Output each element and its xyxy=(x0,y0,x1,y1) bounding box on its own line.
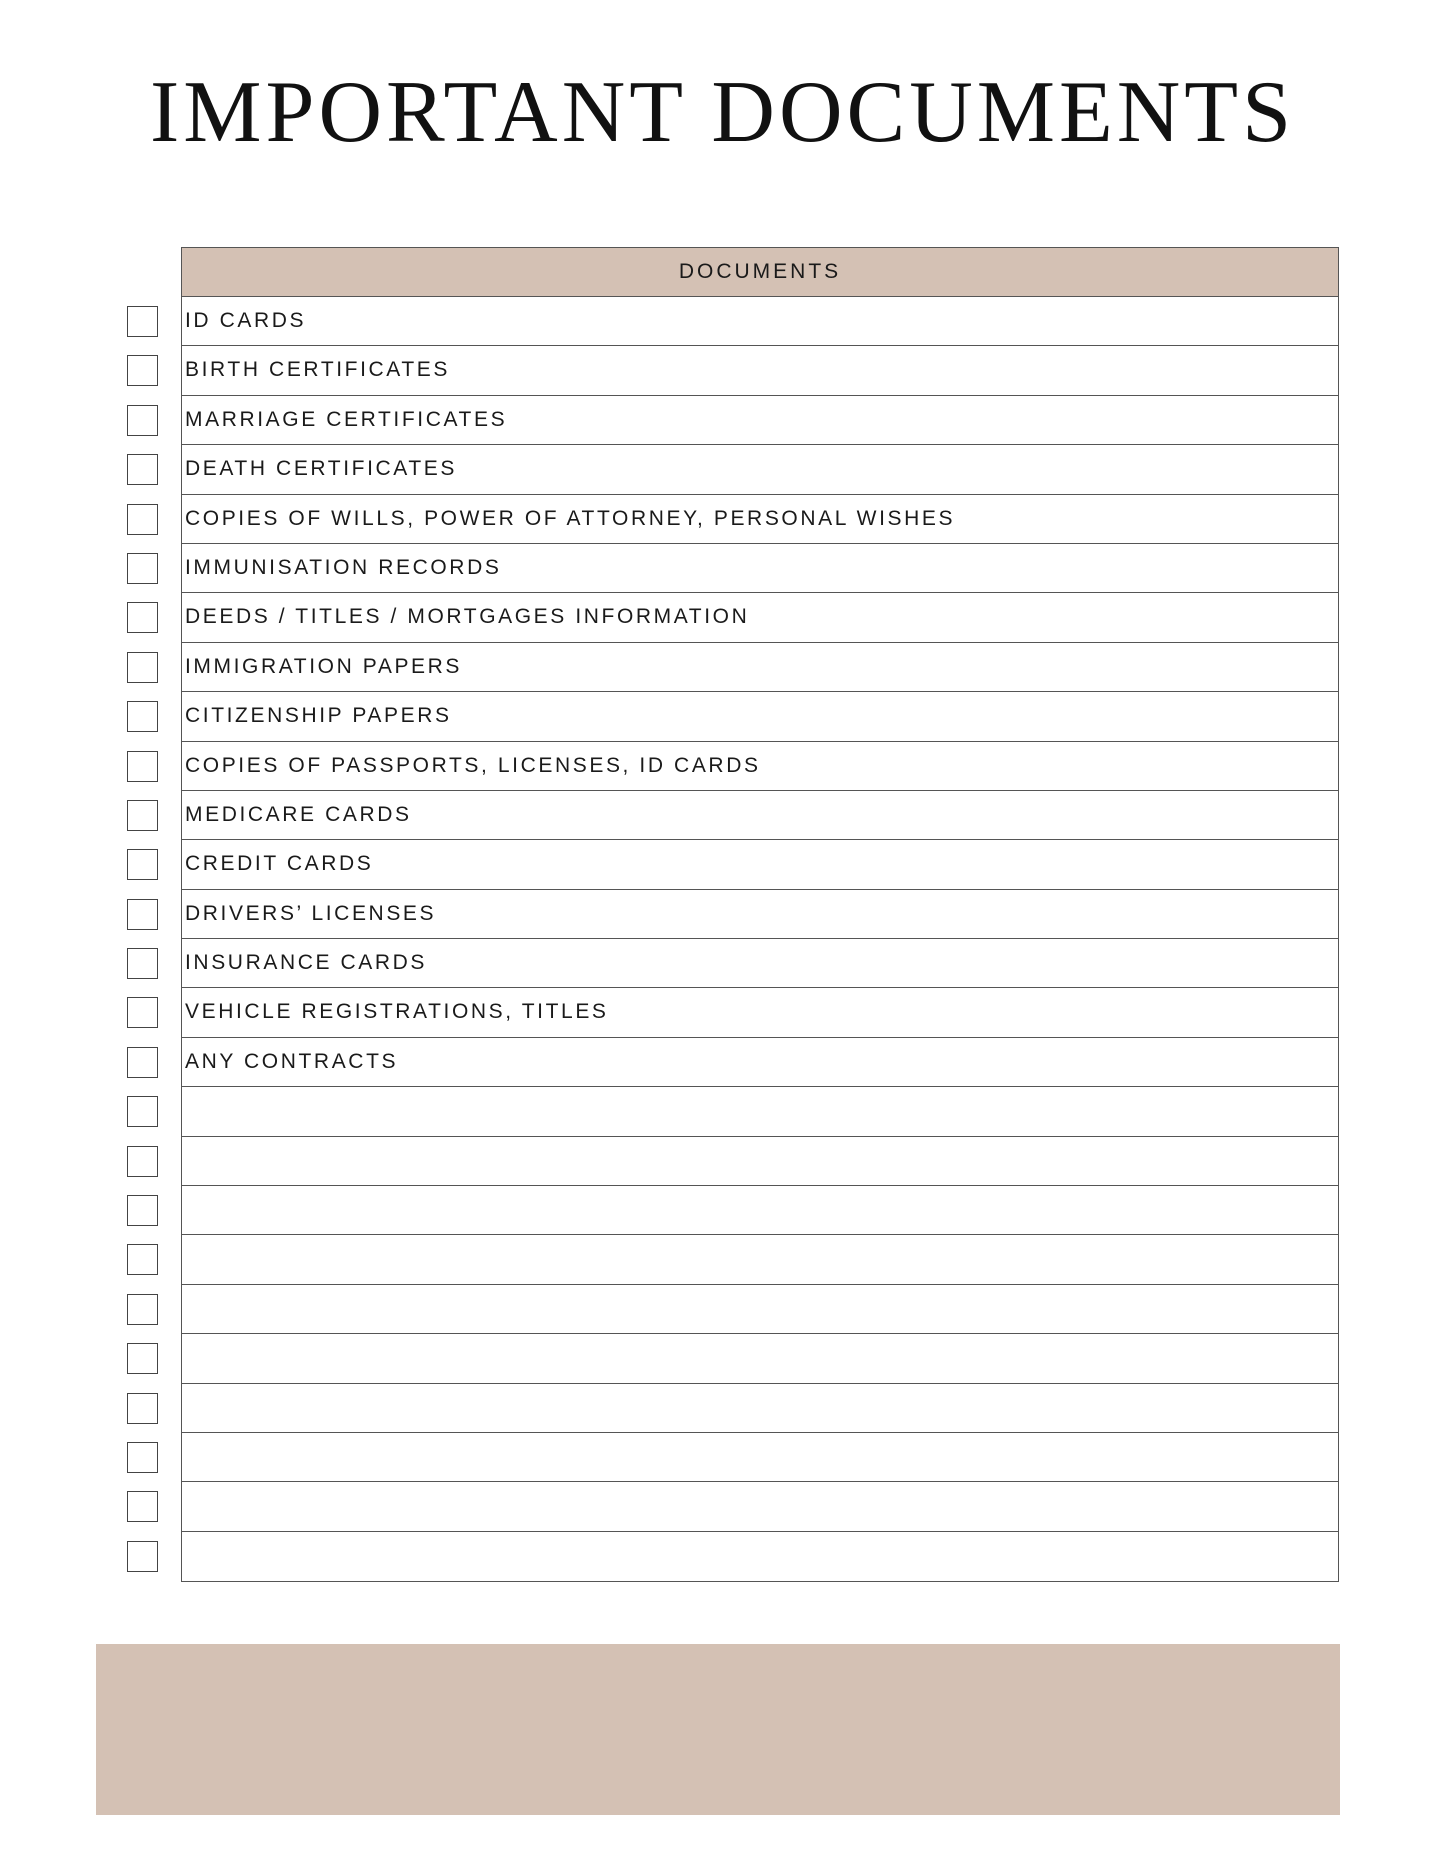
row-checkbox[interactable] xyxy=(127,1146,158,1177)
table-row[interactable]: INSURANCE CARDS xyxy=(182,939,1338,988)
row-checkbox[interactable] xyxy=(127,1343,158,1374)
table-row[interactable] xyxy=(182,1186,1338,1235)
table-row[interactable]: MARRIAGE CERTIFICATES xyxy=(182,396,1338,445)
table-row[interactable]: MEDICARE CARDS xyxy=(182,791,1338,840)
table-row[interactable]: DEATH CERTIFICATES xyxy=(182,445,1338,494)
table-row[interactable]: CITIZENSHIP PAPERS xyxy=(182,692,1338,741)
row-checkbox[interactable] xyxy=(127,405,158,436)
table-row[interactable] xyxy=(182,1087,1338,1136)
row-checkbox[interactable] xyxy=(127,948,158,979)
table-row[interactable]: IMMUNISATION RECORDS xyxy=(182,544,1338,593)
table-row[interactable] xyxy=(182,1482,1338,1531)
row-checkbox[interactable] xyxy=(127,751,158,782)
row-checkbox[interactable] xyxy=(127,1096,158,1127)
table-row[interactable]: IMMIGRATION PAPERS xyxy=(182,643,1338,692)
row-checkbox[interactable] xyxy=(127,800,158,831)
row-checkbox[interactable] xyxy=(127,997,158,1028)
row-checkbox[interactable] xyxy=(127,1491,158,1522)
checkbox-column xyxy=(127,306,161,1590)
table-row[interactable] xyxy=(182,1334,1338,1383)
table-row[interactable]: VEHICLE REGISTRATIONS, TITLES xyxy=(182,988,1338,1037)
table-row[interactable]: DRIVERS’ LICENSES xyxy=(182,890,1338,939)
table-row[interactable]: CREDIT CARDS xyxy=(182,840,1338,889)
table-row[interactable] xyxy=(182,1235,1338,1284)
row-checkbox[interactable] xyxy=(127,1294,158,1325)
documents-table xyxy=(181,247,1339,1582)
row-checkbox[interactable] xyxy=(127,504,158,535)
page-title: IMPORTANT DOCUMENTS xyxy=(149,64,1296,161)
row-checkbox[interactable] xyxy=(127,1442,158,1473)
table-row[interactable]: COPIES OF PASSPORTS, LICENSES, ID CARDS xyxy=(182,742,1338,791)
row-checkbox[interactable] xyxy=(127,1244,158,1275)
table-row[interactable]: ID CARDS xyxy=(182,297,1338,346)
table-row[interactable] xyxy=(182,1285,1338,1334)
row-checkbox[interactable] xyxy=(127,602,158,633)
row-checkbox[interactable] xyxy=(127,1195,158,1226)
row-checkbox[interactable] xyxy=(127,1541,158,1572)
table-row[interactable] xyxy=(182,1384,1338,1433)
row-checkbox[interactable] xyxy=(127,454,158,485)
table-row[interactable]: DEEDS / TITLES / MORTGAGES INFORMATION xyxy=(182,593,1338,642)
row-checkbox[interactable] xyxy=(127,1047,158,1078)
row-checkbox[interactable] xyxy=(127,849,158,880)
row-checkbox[interactable] xyxy=(127,701,158,732)
row-checkbox[interactable] xyxy=(127,652,158,683)
table-row[interactable] xyxy=(182,1433,1338,1482)
table-header: DOCUMENTS xyxy=(182,248,1338,297)
row-checkbox[interactable] xyxy=(127,1393,158,1424)
table-row[interactable] xyxy=(182,1137,1338,1186)
row-checkbox[interactable] xyxy=(127,355,158,386)
row-checkbox[interactable] xyxy=(127,306,158,337)
row-checkbox[interactable] xyxy=(127,553,158,584)
table-row[interactable]: BIRTH CERTIFICATES xyxy=(182,346,1338,395)
table-row[interactable] xyxy=(182,1532,1338,1581)
table-row[interactable]: ANY CONTRACTS xyxy=(182,1038,1338,1087)
row-checkbox[interactable] xyxy=(127,899,158,930)
footer-band xyxy=(96,1644,1340,1815)
table-row[interactable]: COPIES OF WILLS, POWER OF ATTORNEY, PERSONAL WISHES xyxy=(182,495,1338,544)
